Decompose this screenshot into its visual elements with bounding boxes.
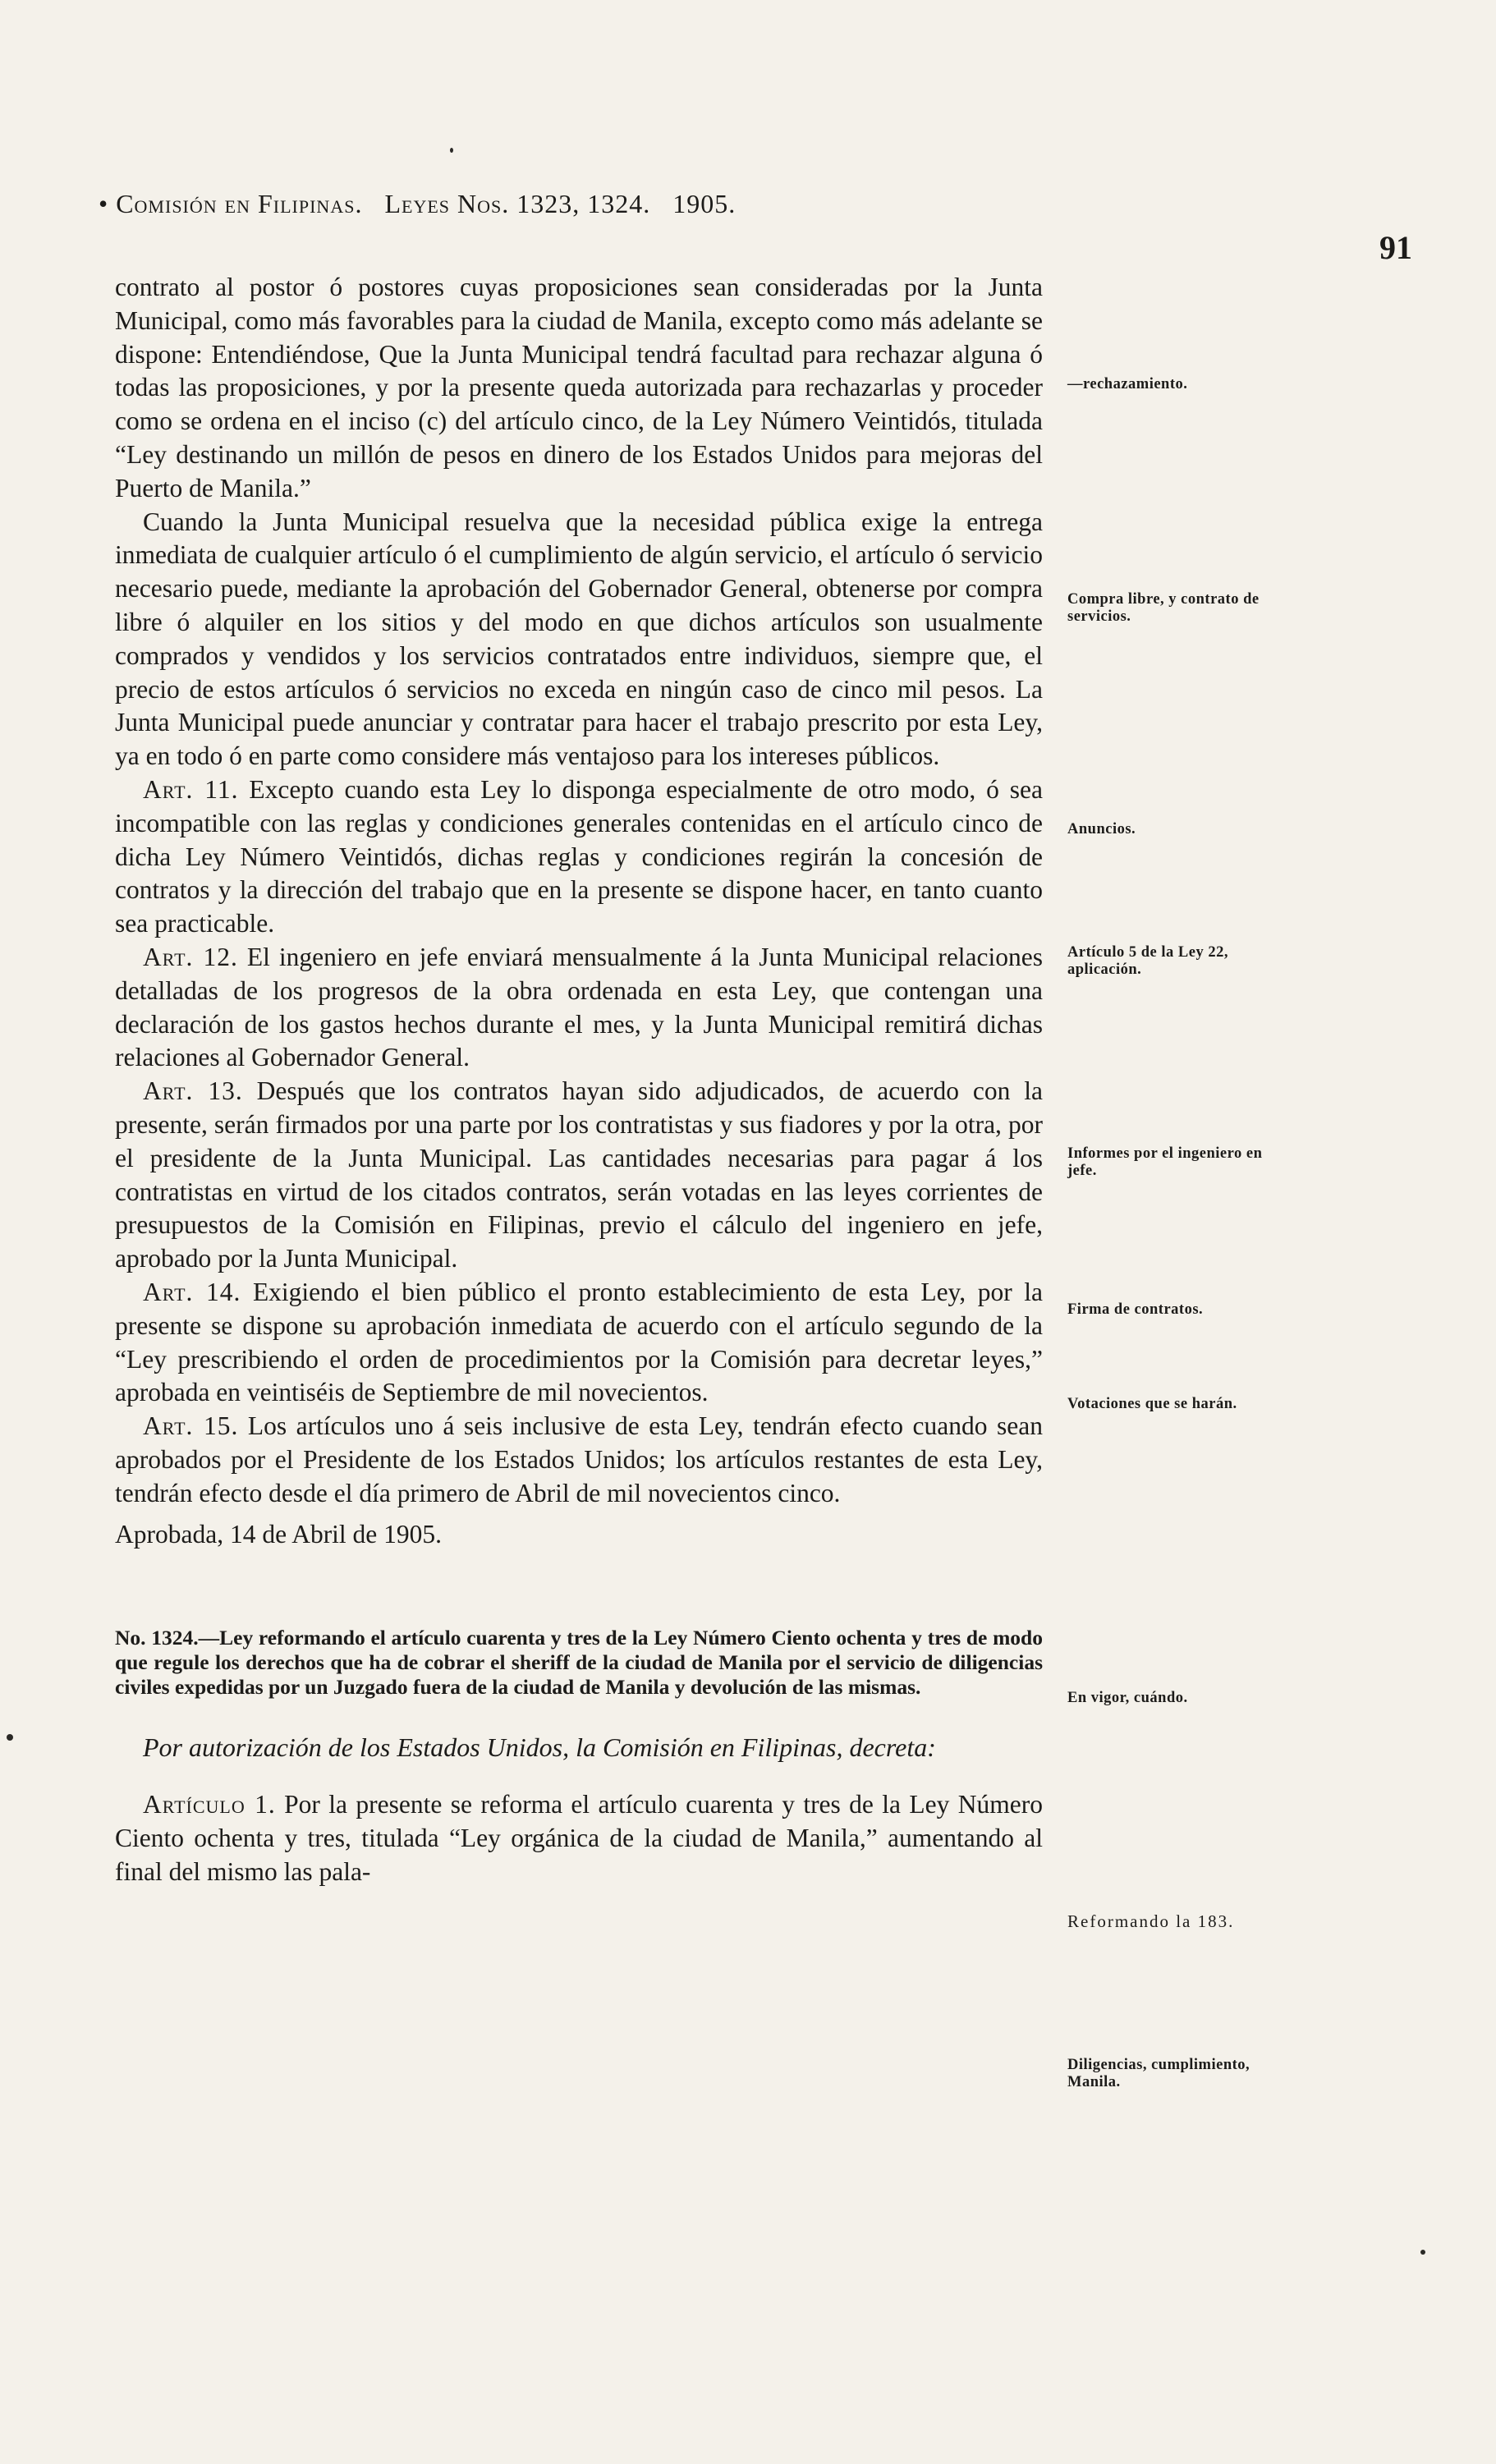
article-11-text: Excepto cuando esta Ley lo disponga especialmente de otro modo, ó sea incompatible con las reglas y condiciones generales contenidas en el artículo cinco de dicha Ley Número Veintidós, dichas reglas y condiciones regirán la concesión de contratos y la dirección del trabajo que en la presente se dispone hacer, en tanto cuanto sea practicable. bbox=[115, 774, 1043, 938]
margin-note-rechazamiento: —rechazamiento. bbox=[1067, 376, 1188, 392]
margin-note-articulo-5: Artículo 5 de la Ley 22, aplicación. bbox=[1067, 944, 1228, 978]
scan-speck bbox=[1420, 2250, 1425, 2255]
article-13-text: Después que los contratos hayan sido adjudicados, de acuerdo con la presente, serán firmados por una parte por los contratistas y sus fiadores y por la otra, por el presidente de la Junta Municipal. Las cantidades necesarias para pagar á los contratistas en virtud de los citados contratos, serán votadas en las leyes corrientes de presupuestos de la Comisión en Filipinas, previo el cálculo del ingeniero en jefe, aprobado por la Junta Municipal. bbox=[115, 1076, 1044, 1273]
paragraph-junta-municipal: Cuando la Junta Municipal resuelva que la necesidad pública exige la entrega inmediata de cualquier artículo ó el cumplimiento de algún servicio, el artículo ó servicio necesario puede, mediante la aprobación del Gobernador General, obtenerse por compra libre ó alquiler en los sitios y del modo en que dichos artículos son usualmente comprados y vendidos y los servicios contratados entre individuos, siempre que, el precio de estos artículos ó servicios no exceda en ningún caso de cinco mil pesos. La Junta Municipal puede anunciar y contratar para hacer el trabajo prescrito por esta Ley, ya en todo ó en parte como considere más ventajoso para los intereses públicos. bbox=[115, 507, 1043, 771]
article-14 bbox=[115, 1276, 1043, 1410]
article-13-label: Art. 13. bbox=[143, 1076, 243, 1106]
article-15 bbox=[115, 1410, 1043, 1510]
margin-note-votaciones: Votaciones que se harán. bbox=[1067, 1396, 1237, 1412]
scan-speck bbox=[450, 148, 453, 153]
article-15-label: Art. 15. bbox=[143, 1411, 239, 1441]
article-15-text: Los artículos uno á seis inclusive de esta Ley, tendrán efecto cuando sean aprobados por el Presidente de los Estados Unidos; los artículos restantes de esta Ley, tendrán efecto desde el día primero de Abril de mil novecientos cinco. bbox=[115, 1411, 1043, 1507]
article-13 bbox=[115, 1075, 1043, 1276]
article-11-label: Art. 11. bbox=[143, 774, 239, 804]
article-12-label: Art. 12. bbox=[143, 942, 238, 971]
margin-note-informes: Informes por el ingeniero en jefe. bbox=[1067, 1145, 1263, 1179]
article-14-label: Art. 14. bbox=[143, 1277, 241, 1306]
article-12-text: El ingeniero en jefe enviará mensualmente á la Junta Municipal relaciones detalladas de los progresos de la obra ordenada en esta Ley, que contengan una declaración de los gastos hechos durante el mes, y la Junta Municipal remitirá dichas relaciones al Gobernador General. bbox=[115, 942, 1043, 1072]
paragraph-contrato: contrato al postor ó postores cuyas proposiciones sean consideradas por la Junta Municipal, como más favorables para la ciudad de Manila, excepto como más adelante se dispone: Entendiéndose, Que la Junta Municipal tendrá facultad para rechazar alguna ó todas las proposiciones, y por la presente queda autorizada para rechazarlas y proceder como se ordena en el inciso (c) del artículo cinco, de la Ley Número Veintidós, titulada “Ley destinando un millón de pesos en dinero de los Estados Unidos para mejoras del Puerto de Manila.” bbox=[115, 273, 1043, 502]
margin-note-reformando: Reformando la 183. bbox=[1067, 1911, 1235, 1931]
margin-note-vigor: En vigor, cuándo. bbox=[1067, 1690, 1188, 1706]
article-1 bbox=[115, 1788, 1043, 1888]
header-year: 1905. bbox=[672, 189, 737, 218]
article-11 bbox=[115, 773, 1043, 941]
approval-date: Aprobada, 14 de Abril de 1905. bbox=[115, 1520, 443, 1549]
article-14-text: Exigiendo el bien público el pronto establecimiento de esta Ley, por la presente se dispone su aprobación inmediata de acuerdo con el artículo segundo de la “Ley prescribiendo el orden de procedimientos por la Comisión para decretar leyes,” aprobada en veintiséis de Septiembre de mil novecientos. bbox=[115, 1277, 1043, 1407]
header-laws: Leyes Nos. 1323, 1324. bbox=[384, 189, 651, 218]
page-number: 91 bbox=[1379, 229, 1412, 266]
margin-note-compra-libre: Compra libre, y contrato de servicios. bbox=[1067, 591, 1260, 625]
margin-note-diligencias: Diligencias, cumplimiento, Manila. bbox=[1067, 2057, 1250, 2090]
header-bullet: • bbox=[99, 189, 109, 218]
law-title-text: —Ley reformando el artículo cuarenta y tres de la Ley Número Ciento ochenta y tres de modo que regule los derechos que ha de cobrar el sheriff de la ciudad de Manila por el servicio de diligencias civiles expedidas por un Juzgado fuera de la ciudad de Manila y devolución de las mismas. bbox=[115, 1626, 1043, 1700]
header-commission: Comisión en Filipinas. bbox=[116, 189, 363, 218]
scan-speck bbox=[7, 1734, 13, 1741]
running-header bbox=[99, 189, 1067, 219]
article-1-label: Artículo 1. bbox=[143, 1790, 276, 1819]
law-number: No. 1324. bbox=[115, 1626, 199, 1650]
margin-note-firma: Firma de contratos. bbox=[1067, 1301, 1204, 1318]
law-1324-title bbox=[115, 1626, 1043, 1700]
enacting-clause: Por autorización de los Estados Unidos, la Comisión en Filipinas, decreta: bbox=[143, 1732, 936, 1763]
article-1-text: Por la presente se reforma el artículo cuarenta y tres de la Ley Número Ciento ochenta y tres, titulada “Ley orgánica de la ciudad de Manila,” aumentando al final del mismo las pala- bbox=[115, 1790, 1043, 1886]
margin-note-anuncios: Anuncios. bbox=[1067, 821, 1136, 837]
article-12 bbox=[115, 941, 1043, 1075]
body-text bbox=[115, 271, 1043, 1889]
